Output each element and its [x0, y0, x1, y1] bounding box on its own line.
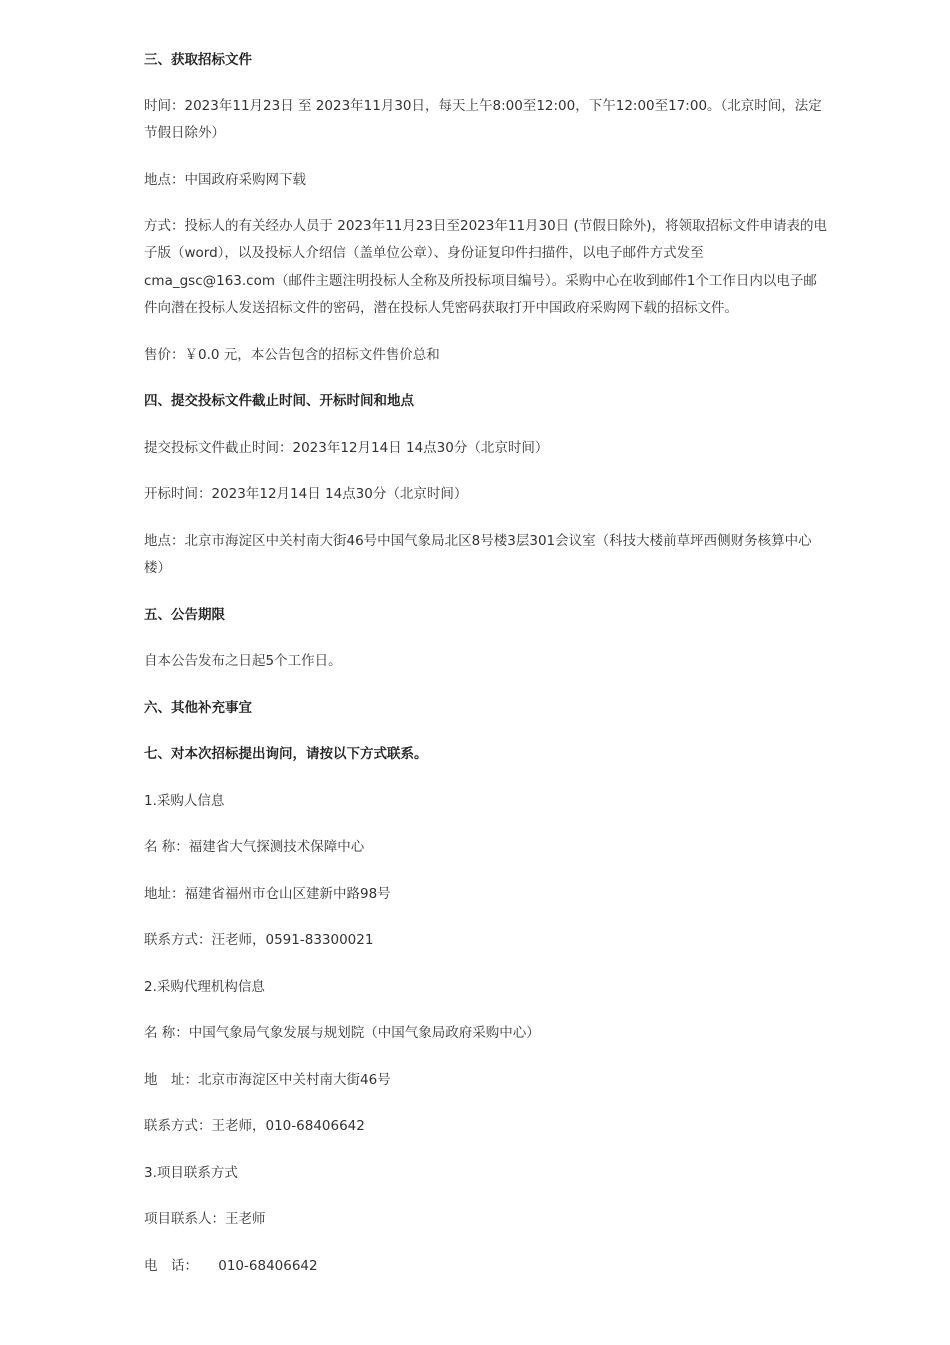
section-3-method-line-1: 方式：投标人的有关经办人员于 2023年11月23日至2023年11月30日 (节假日除外)，将领取招标文件申请表的电: [144, 218, 828, 234]
section-3-method-line-4: 件向潜在投标人发送招标文件的密码，潜在投标人凭密码获取打开中国政府采购网下载的招标文件。: [144, 300, 738, 316]
section-4-deadline: 提交投标文件截止时间：2023年12月14日 14点30分（北京时间）: [144, 440, 549, 456]
agency-address: 地 址：北京市海淀区中关村南大街46号: [144, 1072, 391, 1088]
section-5-text: 自本公告发布之日起5个工作日。: [144, 653, 342, 669]
purchaser-name: 名 称：福建省大气探测技术保障中心: [144, 839, 365, 855]
project-contact-person: 项目联系人：王老师: [144, 1211, 266, 1227]
section-3-time-line-1: 时间：2023年11月23日 至 2023年11月30日，每天上午8:00至12:00，下午12:00至17:00。（北京时间，法定: [144, 98, 822, 114]
section-6-title: 六、其他补充事宜: [144, 700, 252, 716]
section-3-place: 地点：中国政府采购网下载: [144, 172, 306, 188]
section-4-place-line-2: 楼）: [144, 560, 171, 576]
project-contact-phone: 电 话： 010-68406642: [144, 1258, 318, 1274]
agency-contact: 联系方式：王老师，010-68406642: [144, 1118, 365, 1134]
section-7-title: 七、对本次招标提出询问，请按以下方式联系。: [144, 746, 428, 762]
section-3-title: 三、获取招标文件: [144, 52, 252, 68]
section-4-opening-time: 开标时间：2023年12月14日 14点30分（北京时间）: [144, 486, 468, 502]
project-contact-heading: 3.项目联系方式: [144, 1165, 238, 1181]
section-5-title: 五、公告期限: [144, 607, 225, 623]
purchaser-address: 地址：福建省福州市仓山区建新中路98号: [144, 886, 391, 902]
section-3-price: 售价：￥0.0 元，本公告包含的招标文件售价总和: [144, 347, 440, 363]
section-4-title: 四、提交投标文件截止时间、开标时间和地点: [144, 393, 414, 409]
agency-heading: 2.采购代理机构信息: [144, 979, 265, 995]
section-4-place-line-1: 地点：北京市海淀区中关村南大街46号中国气象局北区8号楼3层301会议室（科技大楼前草坪西侧财务核算中心: [144, 533, 812, 549]
section-3-method-line-2: 子版（word），以及投标人介绍信（盖单位公章）、身份证复印件扫描件，以电子邮件方式发至: [144, 245, 704, 261]
agency-name: 名 称：中国气象局气象发展与规划院（中国气象局政府采购中心）: [144, 1025, 540, 1041]
purchaser-contact: 联系方式：汪老师，0591-83300021: [144, 932, 374, 948]
section-3-time-line-2: 节假日除外）: [144, 125, 225, 141]
purchaser-heading: 1.采购人信息: [144, 793, 225, 809]
section-3-method-line-3: cma_gsc@163.com（邮件主题注明投标人全称及所投标项目编号）。采购中心在收到邮件1个工作日内以电子邮: [144, 273, 817, 289]
